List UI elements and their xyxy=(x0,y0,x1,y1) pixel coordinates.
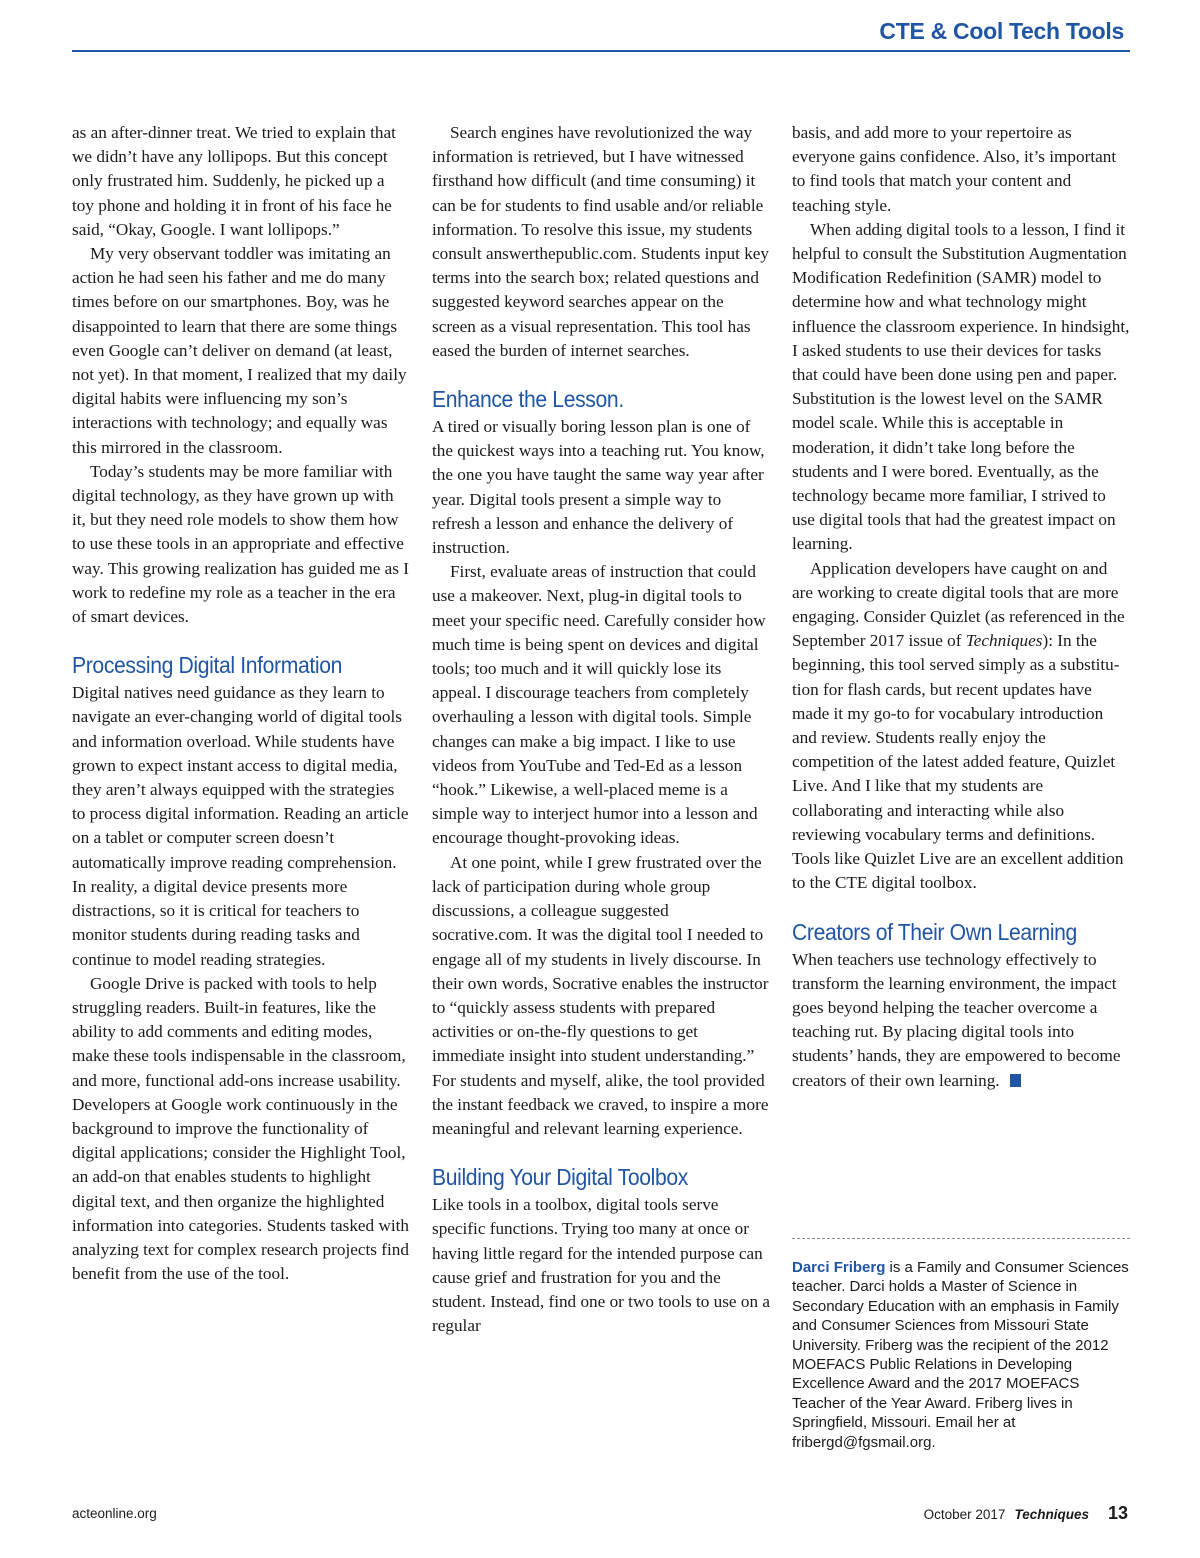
paragraph: First, evaluate areas of instruction that could use a makeover. Next, plug-in digital tools to meet your specific need. Carefully consider how much time is being spent on devices and digital tools; too much and it will quickly lose its appeal. I discourage teachers from completely overhauling a lesson with digital tools. Simple changes can make a big impact. I like to use videos from YouTube and Ted-Ed as a lesson “hook.” Likewise, a well-placed meme is a simple way to interject humor into a lesson and encourage thought-provoking ideas. xyxy=(432,562,766,848)
footer-website: acteonline.org xyxy=(72,1506,157,1521)
paragraph: Digital natives need guidance as they learn to navigate an ever-changing world of digital tools and information overload. While students have grown to expect instant access to digital media, they aren’t always equipped with the strategies to process digital information. Reading an article on a tablet or computer screen doesn’t automatically improve reading comprehension. In reality, a digital device presents more distractions, so it is critical for teachers to monitor students during reading tasks and continue to model reading strategies. xyxy=(72,683,409,969)
paragraph xyxy=(792,557,1130,896)
bio-divider xyxy=(792,1238,1130,1239)
paragraph: Today’s students may be more familiar with digital technology, as they have grown up with it, but they need role models to show them how to use these tools in an appropriate and effective way. This growing realization has guided me as I work to redefine my role as a teacher in the era of smart devices. xyxy=(72,461,409,627)
paragraph: as an after-dinner treat. We tried to explain that we didn’t have any lollipops. But this concept only frustrated him. Suddenly, he picked up a toy phone and holding it in front of his face he said, “Okay, Google. I want lollipops.” xyxy=(72,123,396,239)
section-header: CTE & Cool Tech Tools xyxy=(879,18,1124,44)
section-heading-building-your-digital-toolbox: Building Your Digital Toolbox xyxy=(432,1164,688,1191)
paragraph: Like tools in a toolbox, digital tools serve specific functions. Trying too many at once or having little regard for the intended purpose can cause grief and frustration for you and the student. Instead, find one or two tools to use on a regular xyxy=(432,1195,770,1336)
text-run: When teachers use technology effectively to transform the learning environment, the impact goes beyond helping the teacher overcome a teaching rut. By placing digital tools into students’ hands, they are empowered to become creators of their own learning. xyxy=(792,949,1121,1090)
column-3 xyxy=(792,121,1130,1093)
footer-folio xyxy=(924,1503,1128,1524)
author-bio xyxy=(792,1258,1132,1452)
paragraph xyxy=(792,948,1130,1093)
paragraph: Google Drive is packed with tools to help struggling readers. Built-in features, like the ability to add comments and editing modes, make these tools indispensable in the classroom, and more, functional add-ons increase usability. Developers at Google work continuously in the background to improve the functionality of digital applications; consider the Highlight Tool, an add-on that enables students to highlight digital text, and then organize the highlighted information into categories. Students tasked with analyzing text for complex research projects find benefit from the use of the tool. xyxy=(72,973,410,1284)
section-heading-creators-of-their-own-learning: Creators of Their Own Learning xyxy=(792,918,1077,945)
magazine-title-italic: Techniques xyxy=(965,631,1043,651)
paragraph: A tired or visually boring lesson plan is one of the quickest ways into a teaching rut. You know, the one you have taught the same way year after year. Digital tools present a simple way to refresh a lesson and enhance the delivery of instruction. xyxy=(432,417,765,558)
header-rule xyxy=(72,50,1130,52)
section-heading-enhance-the-lesson: Enhance the Lesson. xyxy=(432,386,624,413)
bio-text: is a Family and Consumer Sciences teacher. Darci holds a Master of Science in Secondary Education with an emphasis in Family and Consumer Sciences from Missouri State University. Friberg was the recipient of the 2012 MOEFACS Public Relations in Developing Excellence Award and the 2017 MOEFACS Teacher of the Year Award. Friberg lives in Springfield, Missouri. Email her at fribergd@fgsmail.org. xyxy=(792,1259,1129,1451)
end-of-article-square-icon xyxy=(1010,1074,1021,1087)
text-run: ): In the beginning, this tool served simply as a substitution for flash cards, but recent updates have made it my go-to for vocabulary introduction and review. Students really enjoy the competition of the latest added feature, Quizlet Live. And I like that my students are collaborating and interacting while also reviewing vocabulary terms and definitions. Tools like Quizlet Live are an excellent addition to the CTE digital toolbox. xyxy=(792,631,1124,893)
paragraph: When adding digital tools to a lesson, I find it helpful to consult the Substitution Augmentation Modification Redefinition (SAMR) model to determine how and what technology might influence the classroom experience. In hindsight, I asked students to use their devices for tasks that could have been done using pen and paper. Substitution is the lowest level on the SAMR model scale. While this is acceptable in moderation, it didn’t take long before the students and I were bored. Eventually, as the technology became more familiar, I strived to use digital tools that had the greatest impact on learning. xyxy=(792,219,1130,554)
paragraph: My very observant toddler was imitating an action he had seen his father and me do many times before on our smartphones. Boy, was he disappointed to learn that there are some things even Google can’t deliver on demand (at least, not yet). In that moment, I realized that my daily digital habits were influencing my son’s interactions with technology; and equally was this mirrored in the classroom. xyxy=(72,244,407,457)
author-name: Darci Friberg xyxy=(792,1259,886,1276)
section-heading-processing-digital-information: Processing Digital Information xyxy=(72,652,343,679)
paragraph: Search engines have revolutionized the way information is retrieved, but I have witnessed firsthand how difficult (and time consuming) it can be for students to find usable and/or reliable information. To resolve this issue, my students consult answerthepublic.com. Students input key terms into the search box; related questions and suggested keyword searches appear on the screen as a visual representation. This tool has eased the burden of internet searches. xyxy=(432,123,770,360)
footer-magazine-name: Techniques xyxy=(1014,1507,1089,1522)
paragraph: At one point, while I grew frustrated over the lack of participation during whole group discussions, a colleague suggested socrative.com. It was the digital tool I needed to engage all of my students in lively discourse. In their own words, Socrative enables the instructor to “quickly assess students with prepared activities or on-the-fly questions to get immediate insight into student understanding.” For students and myself, alike, the tool provided the instant feedback we craved, to inspire a more meaningful and relevant learning experience. xyxy=(432,852,769,1138)
paragraph: basis, and add more to your repertoire as everyone gains confidence. Also, it’s important to find tools that match your content and teaching style. xyxy=(792,123,1117,215)
column-2 xyxy=(432,121,770,1338)
column-1 xyxy=(72,121,410,1286)
page-number: 13 xyxy=(1107,1503,1128,1523)
footer-date: October 2017 xyxy=(923,1507,1006,1522)
text-run: Application developers have caught on and are working to create digital tools that are more engaging. Consider Quizlet (as referenced in the September 2017 issue of xyxy=(792,558,1125,651)
